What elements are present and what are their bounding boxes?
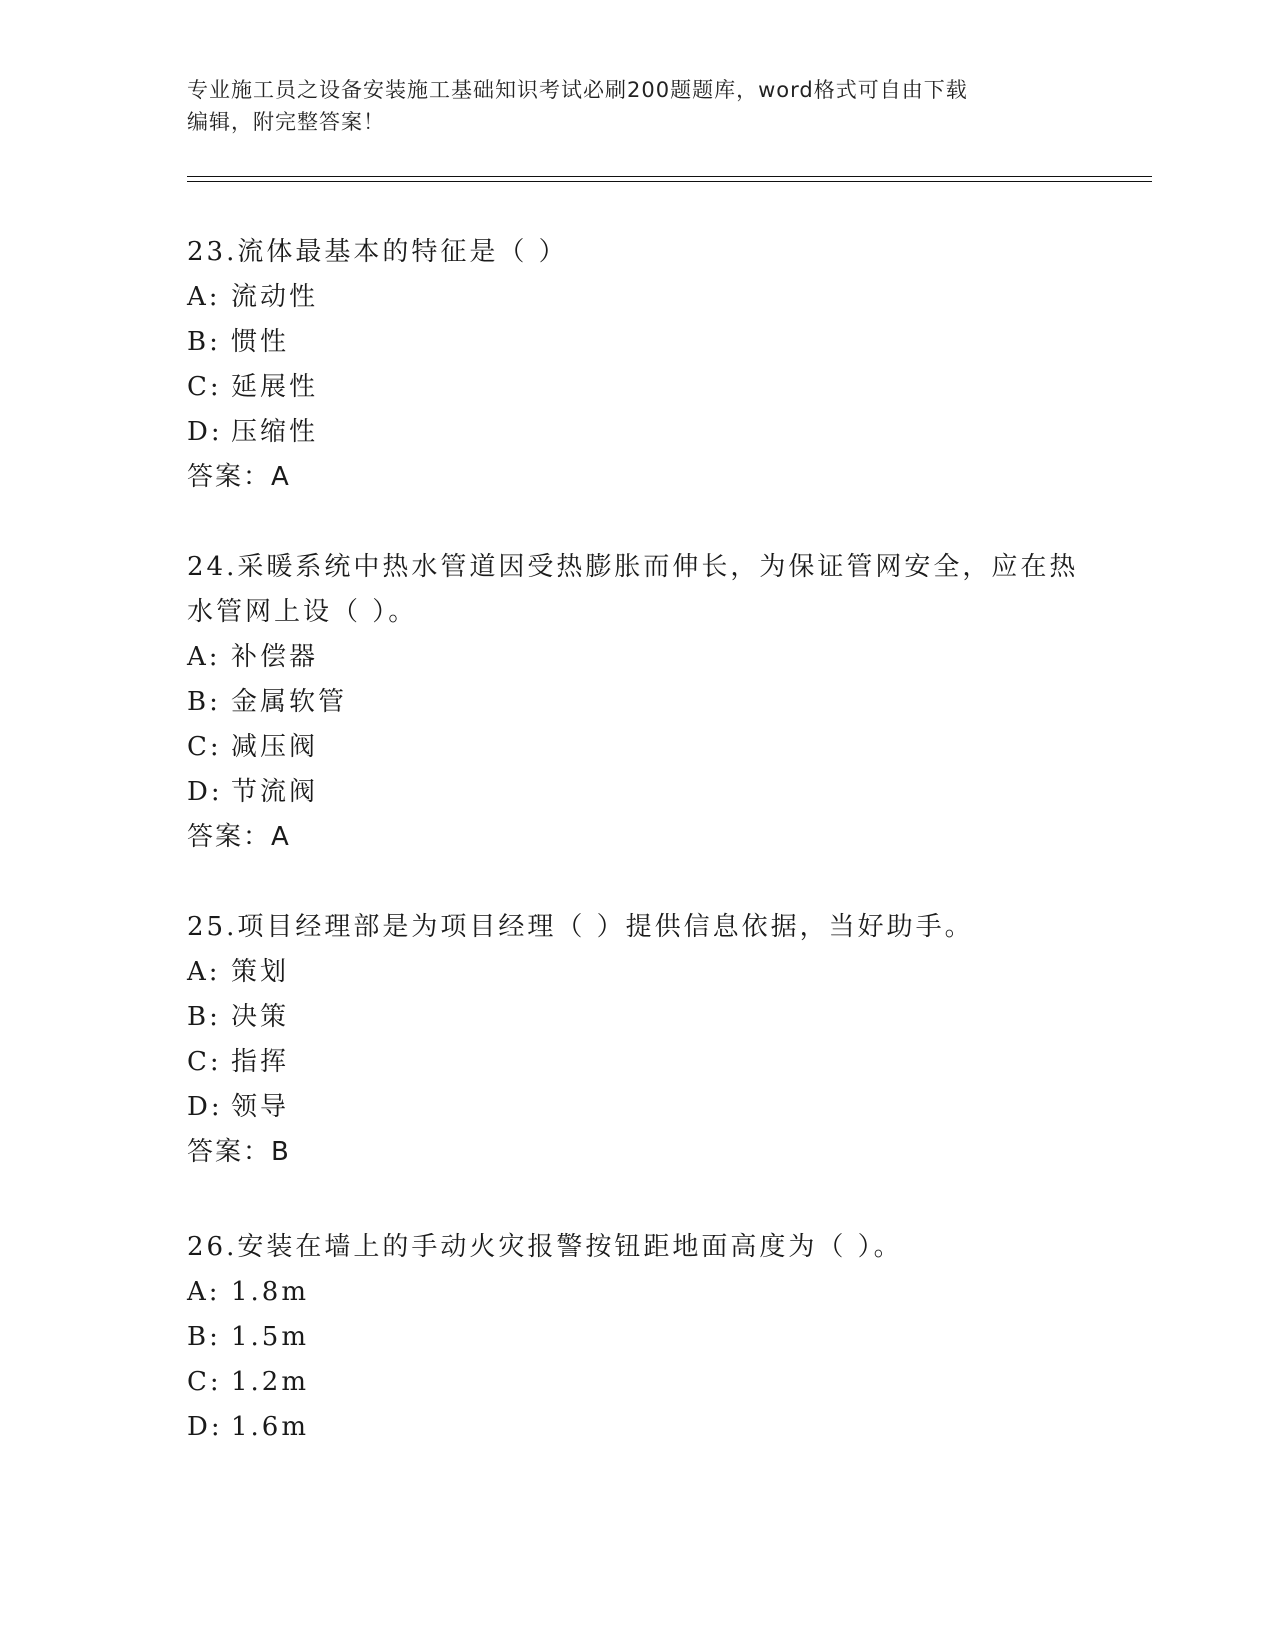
option-b bbox=[187, 680, 1087, 725]
option-b bbox=[187, 1315, 1087, 1360]
option-d bbox=[187, 770, 1087, 815]
header-divider-bottom bbox=[187, 181, 1152, 182]
option-letter: C: bbox=[187, 1047, 222, 1077]
question-25 bbox=[187, 905, 1087, 1175]
option-c bbox=[187, 1040, 1087, 1085]
option-letter: D: bbox=[187, 1092, 223, 1122]
option-letter: C: bbox=[187, 1367, 222, 1397]
option-text: 1.8m bbox=[231, 1277, 310, 1307]
option-text: 金属软管 bbox=[231, 687, 348, 717]
option-text: 补偿器 bbox=[231, 642, 319, 672]
option-a bbox=[187, 275, 1087, 320]
option-letter: B: bbox=[187, 687, 221, 717]
option-b bbox=[187, 320, 1087, 365]
option-letter: B: bbox=[187, 327, 221, 357]
question-26 bbox=[187, 1225, 1087, 1450]
question-stem: 23.流体最基本的特征是（ ） bbox=[187, 237, 568, 267]
option-b bbox=[187, 995, 1087, 1040]
option-letter: C: bbox=[187, 732, 222, 762]
option-text: 决策 bbox=[231, 1002, 290, 1032]
option-d bbox=[187, 410, 1087, 455]
answer-text: 答案：B bbox=[187, 1137, 291, 1167]
option-letter: B: bbox=[187, 1002, 221, 1032]
option-a bbox=[187, 1270, 1087, 1315]
question-stem: 25.项目经理部是为项目经理（ ）提供信息依据，当好助手。 bbox=[187, 912, 974, 942]
option-letter: A: bbox=[187, 957, 221, 987]
option-c bbox=[187, 365, 1087, 410]
question-23 bbox=[187, 230, 1087, 500]
option-text: 1.5m bbox=[231, 1322, 310, 1352]
option-text: 流动性 bbox=[231, 282, 319, 312]
option-letter: D: bbox=[187, 777, 223, 807]
option-text: 压缩性 bbox=[231, 417, 319, 447]
option-text: 惯性 bbox=[231, 327, 290, 357]
option-text: 指挥 bbox=[231, 1047, 290, 1077]
option-letter: A: bbox=[187, 1277, 221, 1307]
option-letter: A: bbox=[187, 282, 221, 312]
option-text: 策划 bbox=[231, 957, 290, 987]
option-text: 领导 bbox=[231, 1092, 290, 1122]
option-d bbox=[187, 1405, 1087, 1450]
answer-text: 答案：A bbox=[187, 462, 291, 492]
option-a bbox=[187, 950, 1087, 995]
option-letter: B: bbox=[187, 1322, 221, 1352]
option-text: 延展性 bbox=[231, 372, 319, 402]
option-a bbox=[187, 635, 1087, 680]
document-header bbox=[187, 74, 1067, 138]
option-letter: D: bbox=[187, 1412, 223, 1442]
option-letter: A: bbox=[187, 642, 221, 672]
option-c bbox=[187, 1360, 1087, 1405]
question-stem: 26.安装在墙上的手动火灾报警按钮距地面高度为（ ）。 bbox=[187, 1232, 903, 1262]
option-text: 减压阀 bbox=[231, 732, 319, 762]
header-line-2: 编辑，附完整答案！ bbox=[187, 110, 385, 134]
option-d bbox=[187, 1085, 1087, 1130]
option-text: 1.2m bbox=[231, 1367, 310, 1397]
answer-text: 答案：A bbox=[187, 822, 291, 852]
question-24 bbox=[187, 545, 1087, 860]
option-c bbox=[187, 725, 1087, 770]
option-letter: C: bbox=[187, 372, 222, 402]
option-letter: D: bbox=[187, 417, 223, 447]
question-stem: 24.采暖系统中热水管道因受热膨胀而伸长，为保证管网安全，应在热水管网上设（ ）。 bbox=[187, 552, 1079, 627]
option-text: 节流阀 bbox=[231, 777, 319, 807]
option-text: 1.6m bbox=[231, 1412, 310, 1442]
header-divider-top bbox=[187, 176, 1152, 177]
header-line-1: 专业施工员之设备安装施工基础知识考试必刷200题题库，word格式可自由下载 bbox=[187, 78, 968, 102]
